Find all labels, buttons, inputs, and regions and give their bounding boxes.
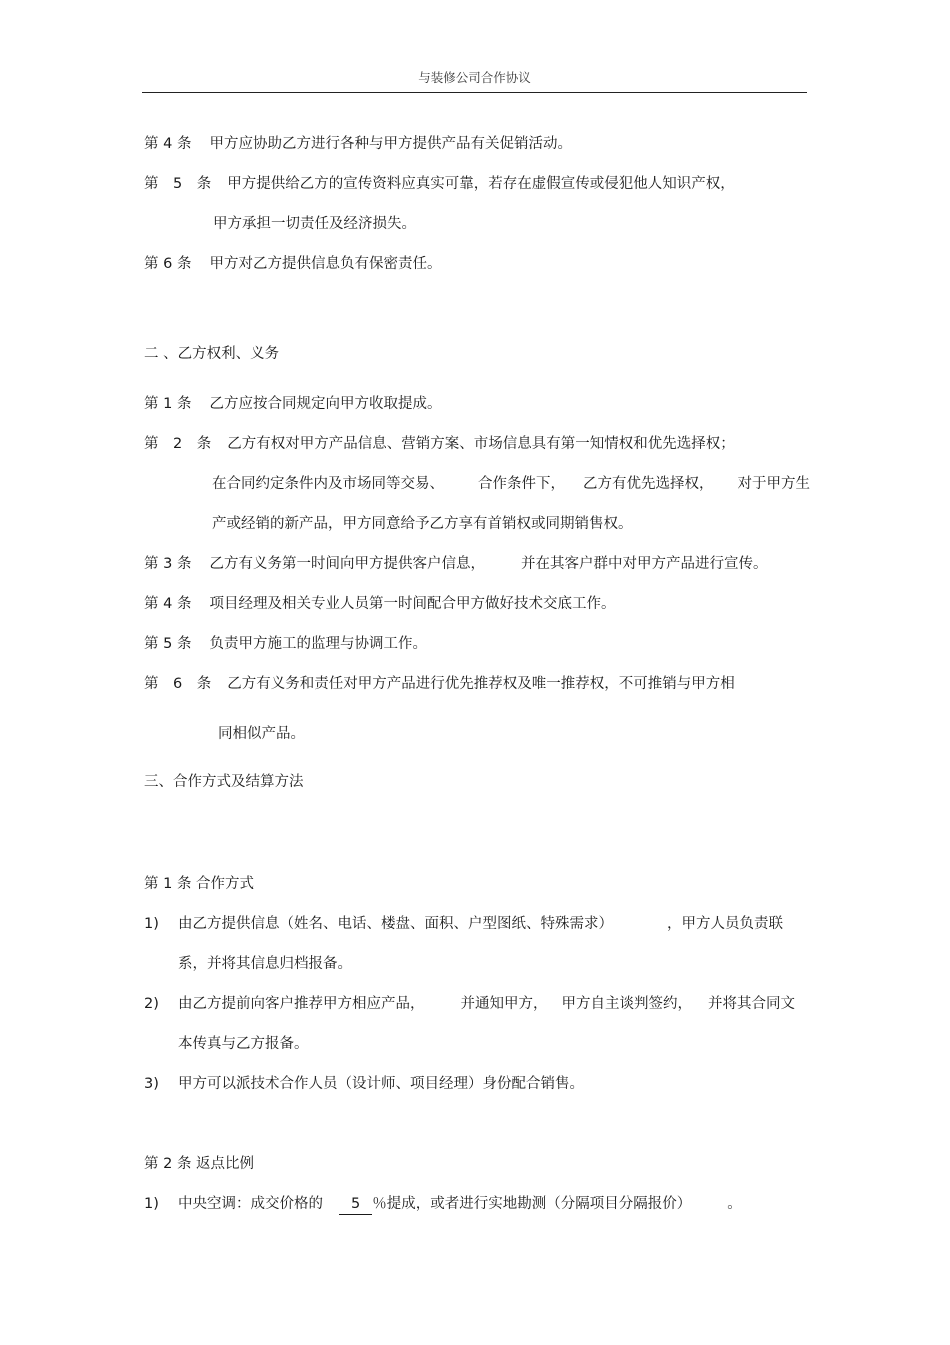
list-number: 1) (144, 916, 159, 932)
article-text: 甲方应协助乙方进行各种与甲方提供产品有关促销活动。 (209, 136, 572, 152)
list-item (144, 1194, 742, 1215)
text-segment: ％提成，或者进行实地勘测（分隔项目分隔报价） (372, 1196, 692, 1212)
article-text: 负责甲方施工的监理与协调工作。 (209, 636, 427, 652)
page-header (142, 66, 807, 93)
text-segment: 并通知甲方， (460, 996, 548, 1012)
text-segment: 合作条件下， (478, 476, 565, 492)
article-b2 (144, 434, 735, 454)
article-a5 (144, 174, 735, 194)
article-number: 第 4 条 (144, 596, 192, 612)
article-text: 甲方对乙方提供信息负有保密责任。 (209, 256, 442, 272)
text-segment: 中央空调：成交价格的 (178, 1196, 323, 1212)
article-number: 第 2 条 (144, 436, 212, 452)
list-item-continuation: 本传真与乙方报备。 (178, 1036, 309, 1052)
article-number: 第 3 条 (144, 556, 192, 572)
text-segment: 并将其合同文 (708, 996, 795, 1012)
article-text: 项目经理及相关专业人员第一时间配合甲方做好技术交底工作。 (209, 596, 616, 612)
article-text: 乙方应按合同规定向甲方收取提成。 (209, 396, 442, 412)
article-number: 第 5 条 (144, 176, 212, 192)
article-b6-continuation: 同相似产品。 (218, 726, 305, 742)
section3-title: 三、合作方式及结算方法 (144, 774, 304, 790)
header-title: 与装修公司合作协议 (418, 70, 531, 85)
text-segment: 乙方有优先选择权， (583, 476, 714, 492)
rebate-percent-value: 5 (339, 1194, 372, 1215)
article-b6 (144, 674, 735, 694)
article-b2-continuation-1 (212, 474, 810, 494)
text-segment: 并在其客户群中对甲方产品进行宣传。 (520, 556, 768, 572)
list-number: 3) (144, 1076, 159, 1092)
article-c1-title: 第 1 条 合作方式 (144, 876, 255, 892)
list-item (144, 994, 795, 1014)
article-number: 第 4 条 (144, 136, 192, 152)
list-text: 甲方可以派技术合作人员（设计师、项目经理）身份配合销售。 (178, 1076, 584, 1092)
list-item (144, 914, 783, 934)
list-item (144, 1074, 584, 1094)
section2-title: 二 、乙方权利、义务 (144, 346, 280, 362)
article-b5 (144, 634, 427, 654)
article-text: 乙方有权对甲方产品信息、营销方案、市场信息具有第一知情权和优先选择权； (227, 436, 735, 452)
article-a5-continuation: 甲方承担一切责任及经济损失。 (213, 216, 416, 232)
article-a6 (144, 254, 441, 274)
article-text: 甲方提供给乙方的宣传资料应真实可靠，若存在虚假宣传或侵犯他人知识产权， (227, 176, 735, 192)
article-number: 第 6 条 (144, 676, 212, 692)
text-segment: 由乙方提前向客户推荐甲方相应产品， (178, 996, 425, 1012)
article-c2-title: 第 2 条 返点比例 (144, 1156, 255, 1172)
article-number: 第 1 条 (144, 396, 192, 412)
article-b1 (144, 394, 441, 414)
text-segment: 。 (727, 1196, 742, 1212)
article-number: 第 6 条 (144, 256, 192, 272)
list-number: 2) (144, 996, 159, 1012)
text-segment: 对于甲方生 (737, 476, 810, 492)
list-item-continuation: 系，并将其信息归档报备。 (178, 956, 352, 972)
text-segment: 甲方自主谈判签约， (561, 996, 692, 1012)
article-text: 乙方有义务和责任对甲方产品进行优先推荐权及唯一推荐权，不可推销与甲方相 (227, 676, 735, 692)
list-number: 1) (144, 1196, 159, 1212)
text-segment: 由乙方提供信息（姓名、电话、楼盘、面积、户型图纸、特殊需求） (178, 916, 613, 932)
article-b4 (144, 594, 615, 614)
article-b3 (144, 554, 767, 574)
text-segment: ，甲方人员负责联 (667, 916, 783, 932)
article-b2-continuation-2: 产或经销的新产品，甲方同意给予乙方享有首销权或同期销售权。 (212, 516, 633, 532)
article-a4 (144, 134, 572, 154)
article-number: 第 5 条 (144, 636, 192, 652)
text-segment: 在合同约定条件内及市场同等交易、 (212, 476, 444, 492)
text-segment: 乙方有义务第一时间向甲方提供客户信息， (209, 556, 485, 572)
